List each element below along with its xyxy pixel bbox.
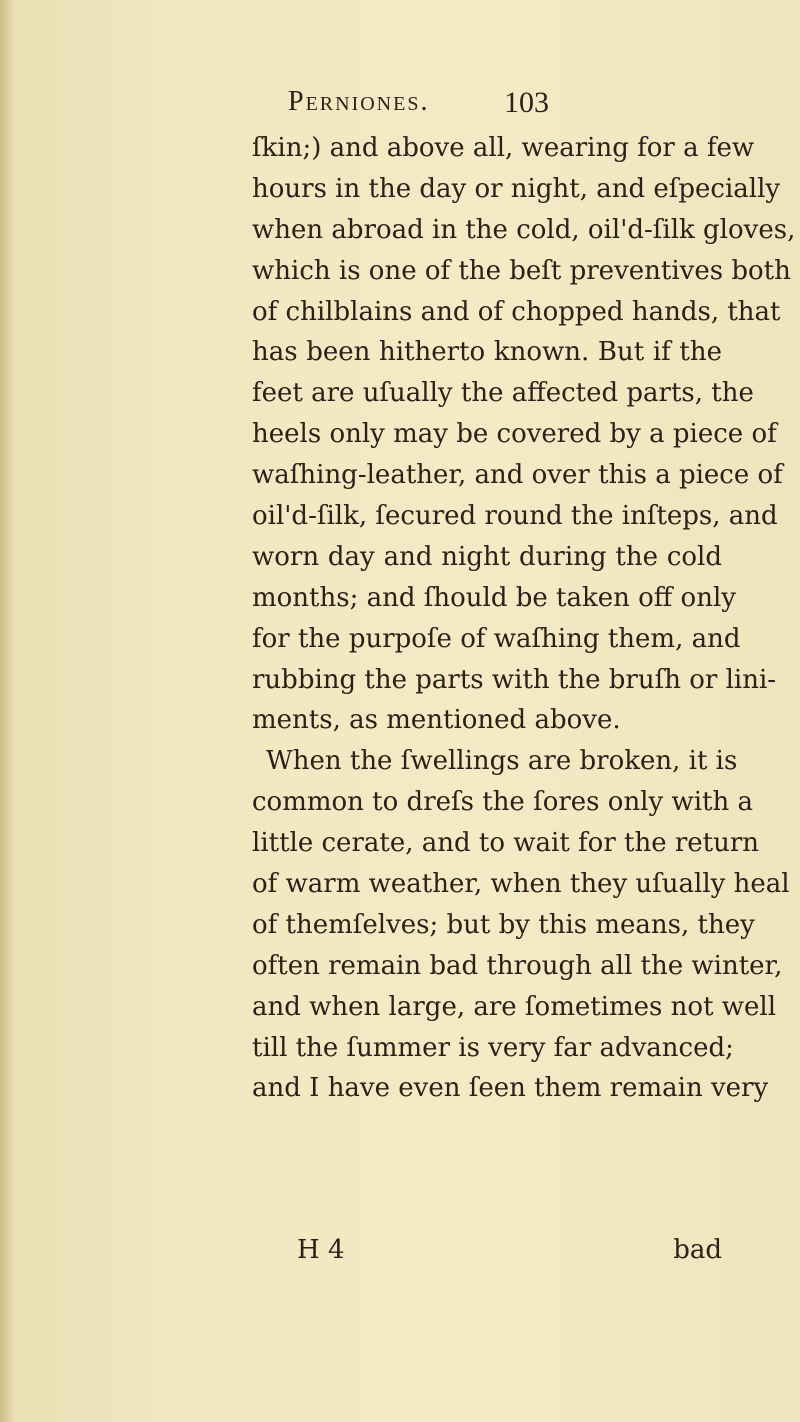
text-line: and when large, are ſometimes not well [252, 991, 777, 1022]
text-line: rubbing the parts with the bruſh or lini- [252, 664, 777, 695]
text-line: common to dreſs the ſores only with a [252, 787, 753, 818]
catchword: bad [673, 1235, 722, 1265]
page-footer [297, 1230, 722, 1270]
text-line: ſkin;) and above all, wearing for a few [252, 133, 755, 163]
running-head [288, 82, 608, 126]
text-line: feet are uſually the affected parts, the [252, 378, 754, 409]
text-line: of chilblains and of chopped hands, that [252, 296, 781, 327]
text-line: ments, as mentioned above. [252, 705, 621, 736]
text-line: and I have even ſeen them remain very [252, 1073, 769, 1104]
text-line: hours in the day or night, and eſpecially [252, 173, 781, 204]
text-line: When the ſwellings are broken, it is [266, 746, 738, 777]
text-line: heels only may be covered by a piece of [252, 419, 777, 450]
text-line: of warm weather, when they uſually heal [252, 869, 790, 900]
running-title: Perniones. [288, 86, 430, 117]
text-line: when abroad in the cold, oil'd-ſilk gloves, [252, 214, 796, 245]
signature-mark: H 4 [297, 1235, 345, 1265]
page-number: 103 [504, 86, 549, 119]
text-line: waſhing-leather, and over this a piece of [252, 460, 783, 491]
body-text [252, 128, 796, 1109]
text-line: oil'd-ſilk, ſecured round the inſteps, and [252, 501, 778, 532]
text-line: has been hitherto known. But if the [252, 337, 722, 368]
text-line: worn day and night during the cold [252, 541, 722, 572]
text-line: often remain bad through all the winter, [252, 950, 783, 981]
text-line: of themſelves; but by this means, they [252, 909, 755, 940]
text-line: which is one of the beſt preventives both [252, 255, 791, 286]
text-line: little cerate, and to wait for the return [252, 828, 760, 859]
text-line: months; and ſhould be taken off only [252, 582, 736, 613]
text-line: for the purpoſe of waſhing them, and [252, 623, 741, 654]
text-line: till the ſummer is very far advanced; [252, 1032, 734, 1063]
